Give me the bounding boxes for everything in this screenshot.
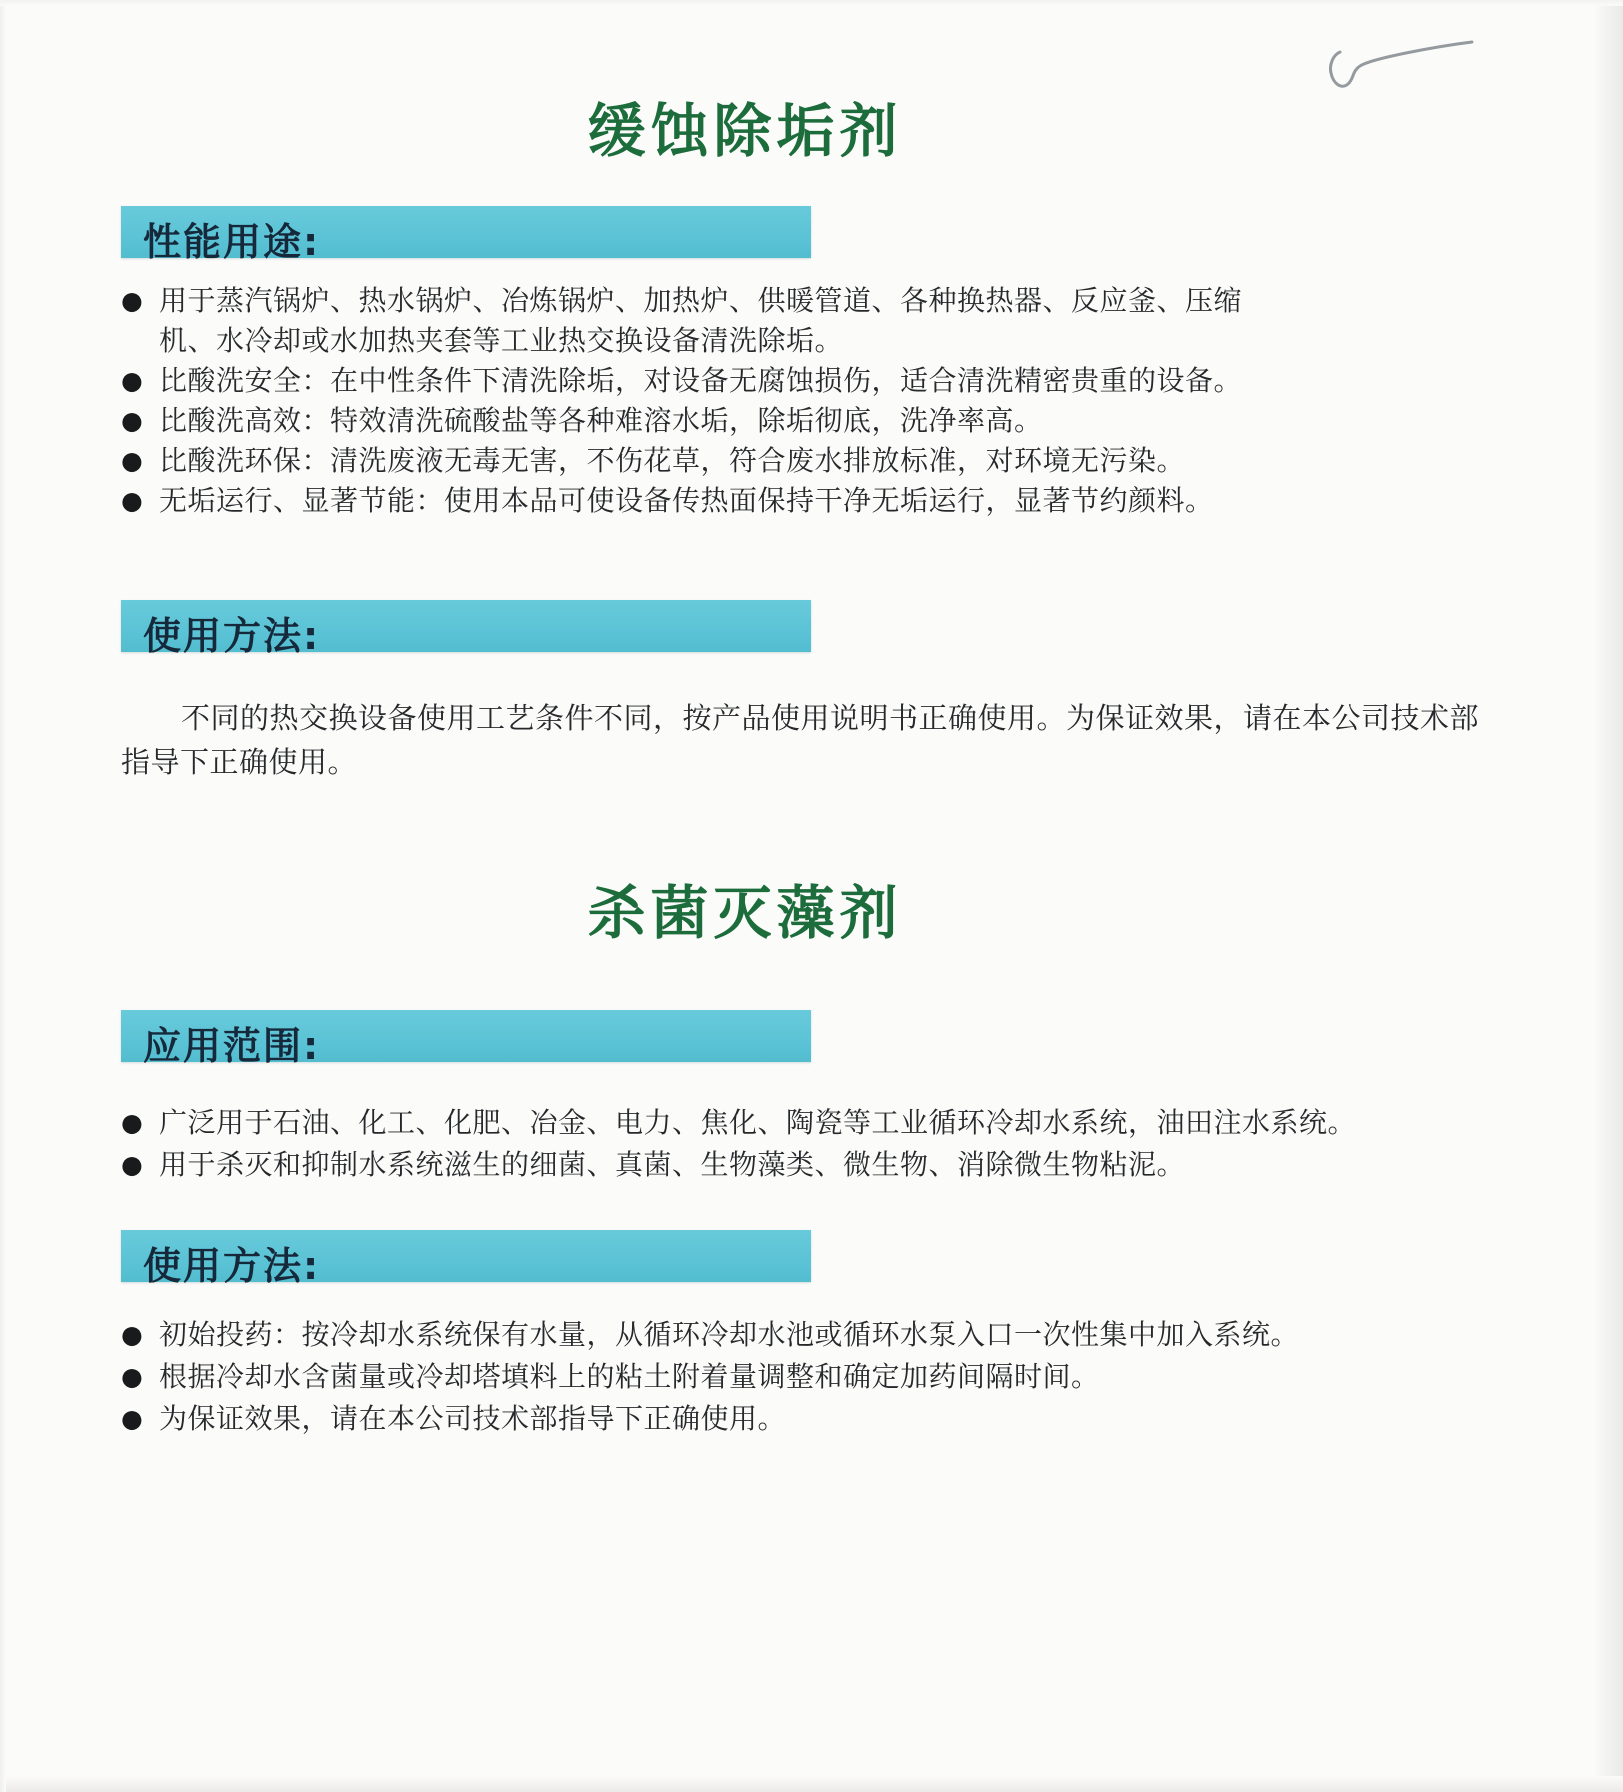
bullet-icon: ●: [121, 1362, 143, 1391]
bullet-icon: ●: [121, 406, 143, 435]
section-heading-performance: 性能用途:: [121, 206, 811, 258]
bullet-text: 比酸洗环保：清洗废液无毒无害，不伤花草，符合废水排放标准，对环境无污染。: [159, 444, 1186, 477]
application-bullet-list: [121, 1102, 1541, 1186]
bullet-text: 根据冷却水含菌量或冷却塔填料上的粘土附着量调整和确定加药间隔时间。: [159, 1360, 1100, 1393]
section-heading-usage-2: 使用方法:: [121, 1230, 811, 1282]
section-heading-application: 应用范围:: [121, 1010, 811, 1062]
bullet-icon: ●: [121, 486, 143, 515]
product1-title: 缓蚀除垢剂: [587, 97, 903, 165]
list-item: [121, 401, 1291, 441]
section-heading-usage-1: 使用方法:: [121, 600, 811, 652]
product2-title: 杀菌灭藻剂: [587, 879, 903, 947]
bullet-text: 用于蒸汽锅炉、热水锅炉、冶炼锅炉、加热炉、供暖管道、各种换热器、反应釜、压缩机、水冷却或水加热夹套等工业热交换设备清洗除垢。: [159, 284, 1243, 357]
scan-edge-right: [1593, 0, 1623, 1792]
bullet-text: 用于杀灭和抑制水系统滋生的细菌、真菌、生物藻类、微生物、消除微生物粘泥。: [159, 1148, 1186, 1181]
bullet-icon: ●: [121, 366, 143, 395]
list-item: [121, 1102, 1541, 1144]
bullet-text: 无垢运行、显著节能：使用本品可使设备传热面保持干净无垢运行，显著节约颜料。: [159, 484, 1214, 517]
list-item: [121, 281, 1291, 361]
list-item: [121, 481, 1291, 521]
list-item: [121, 1398, 1541, 1440]
list-item: [121, 1314, 1541, 1356]
bullet-text: 比酸洗高效：特效清洗硫酸盐等各种难溶水垢，除垢彻底，洗净率高。: [159, 404, 1043, 437]
bullet-icon: ●: [121, 286, 143, 315]
bullet-text: 初始投药：按冷却水系统保有水量，从循环冷却水池或循环水泵入口一次性集中加入系统。: [159, 1318, 1300, 1351]
bullet-icon: ●: [121, 1108, 143, 1137]
scan-edge-top: [0, 0, 1623, 6]
usage-bullet-list: [121, 1314, 1541, 1440]
bullet-icon: ●: [121, 446, 143, 475]
bullet-icon: ●: [121, 1404, 143, 1433]
list-item: [121, 441, 1291, 481]
bullet-icon: ●: [121, 1150, 143, 1179]
bullet-text: 为保证效果，请在本公司技术部指导下正确使用。: [159, 1402, 787, 1435]
list-item: [121, 1356, 1541, 1398]
list-item: [121, 1144, 1541, 1186]
bullet-text: 广泛用于石油、化工、化肥、冶金、电力、焦化、陶瓷等工业循环冷却水系统，油田注水系统。: [159, 1106, 1357, 1139]
list-item: [121, 361, 1291, 401]
performance-bullet-list: [121, 281, 1291, 521]
bullet-icon: ●: [121, 1320, 143, 1349]
usage-paragraph: 不同的热交换设备使用工艺条件不同，按产品使用说明书正确使用。为保证效果，请在本公司技术部指导下正确使用。: [121, 701, 1480, 779]
scan-edge-bottom: [0, 1776, 1623, 1792]
bullet-text: 比酸洗安全：在中性条件下清洗除垢，对设备无腐蚀损伤，适合清洗精密贵重的设备。: [159, 364, 1243, 397]
